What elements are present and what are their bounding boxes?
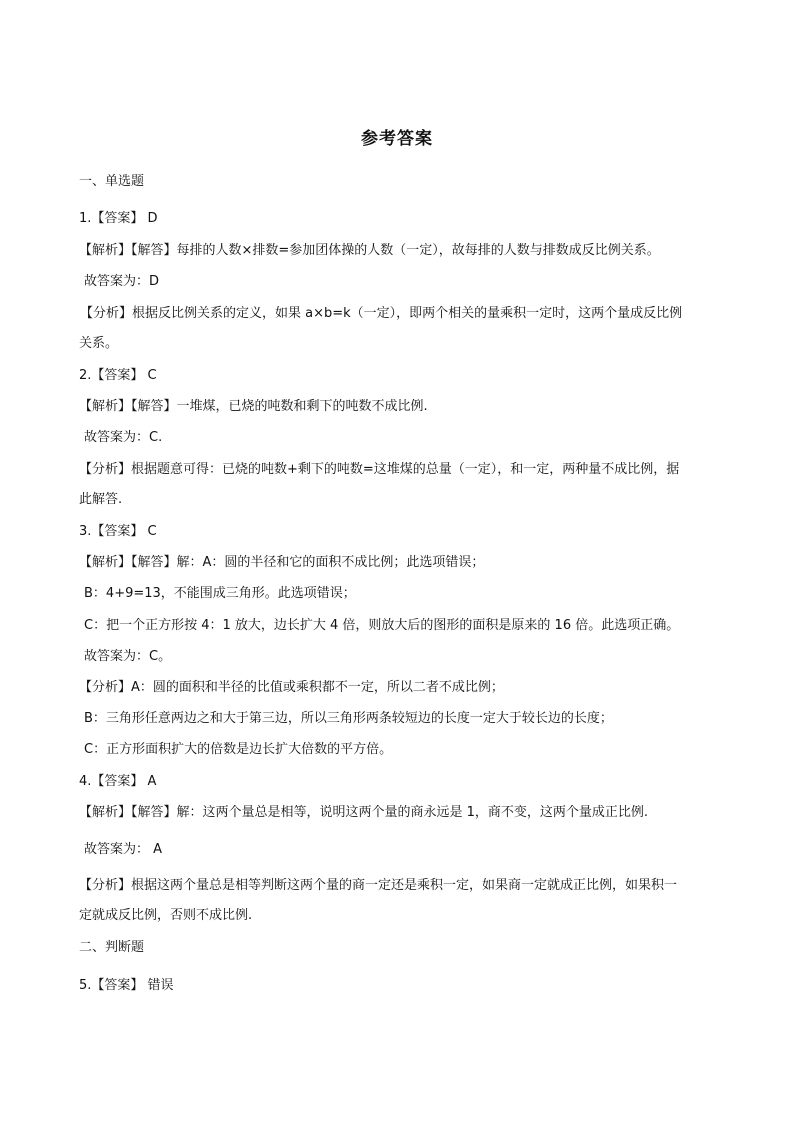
q3-option-b: B：4+9=13，不能围成三角形。此选项错误； xyxy=(84,586,356,601)
q2-analysis-line2: 此解答. xyxy=(79,492,123,507)
q4-conclusion: 故答案为： A xyxy=(84,842,163,857)
q3-analysis-b: B：三角形任意两边之和大于第三边，所以三角形两条较短边的长度一定大于较长边的长度； xyxy=(84,711,613,726)
q4-analysis-line1: 【分析】根据这两个量总是相等判断这两个量的商一定还是乘积一定，如果商一定就成正比例，如果积一 xyxy=(79,878,678,893)
q1-explanation: 【解析】【解答】每排的人数×排数=参加团体操的人数（一定），故每排的人数与排数成反比例关系。 xyxy=(79,243,660,258)
q3-option-c: C：把一个正方形按 4：1 放大，边长扩大 4 倍，则放大后的图形的面积是原来的 16 倍。此选项正确。 xyxy=(84,618,680,633)
q3-explanation: 【解析】【解答】解：A：圆的半径和它的面积不成比例；此选项错误； xyxy=(79,555,485,570)
q3-analysis-c: C：正方形面积扩大的倍数是边长扩大倍数的平方倍。 xyxy=(84,742,393,757)
q2-explanation: 【解析】【解答】一堆煤，已烧的吨数和剩下的吨数不成比例. xyxy=(79,399,428,414)
q4-analysis-line2: 定就成反比例，否则不成比例. xyxy=(79,908,253,923)
q3-analysis-a: 【分析】A：圆的面积和半径的比值或乘积都不一定，所以二者不成比例； xyxy=(79,680,504,695)
q1-analysis-line2: 关系。 xyxy=(79,336,119,351)
q3-answer: 3.【答案】 C xyxy=(79,524,157,539)
q1-analysis-line1: 【分析】根据反比例关系的定义，如果 a×b=k（一定），即两个相关的量乘积一定时，这两个量成反比例 xyxy=(80,306,683,321)
q1-conclusion: 故答案为：D xyxy=(84,274,160,289)
q2-analysis-line1: 【分析】根据题意可得：已烧的吨数+剩下的吨数=这堆煤的总量（一定），和一定，两种量不成比例，据 xyxy=(79,462,680,477)
q4-answer: 4.【答案】 A xyxy=(79,774,157,789)
q1-answer: 1.【答案】 D xyxy=(79,211,158,226)
page-title: 参考答案 xyxy=(361,129,433,149)
q2-conclusion: 故答案为：C. xyxy=(84,430,163,445)
section-heading-single-choice: 一、单选题 xyxy=(79,174,145,189)
q2-answer: 2.【答案】 C xyxy=(79,368,157,383)
section-heading-judgment: 二、判断题 xyxy=(79,940,145,955)
q4-explanation: 【解析】【解答】解：这两个量总是相等，说明这两个量的商永远是 1，商不变，这两个量成正比例. xyxy=(79,805,649,820)
q3-conclusion: 故答案为：C。 xyxy=(84,649,172,664)
q5-answer: 5.【答案】 错误 xyxy=(79,978,174,993)
